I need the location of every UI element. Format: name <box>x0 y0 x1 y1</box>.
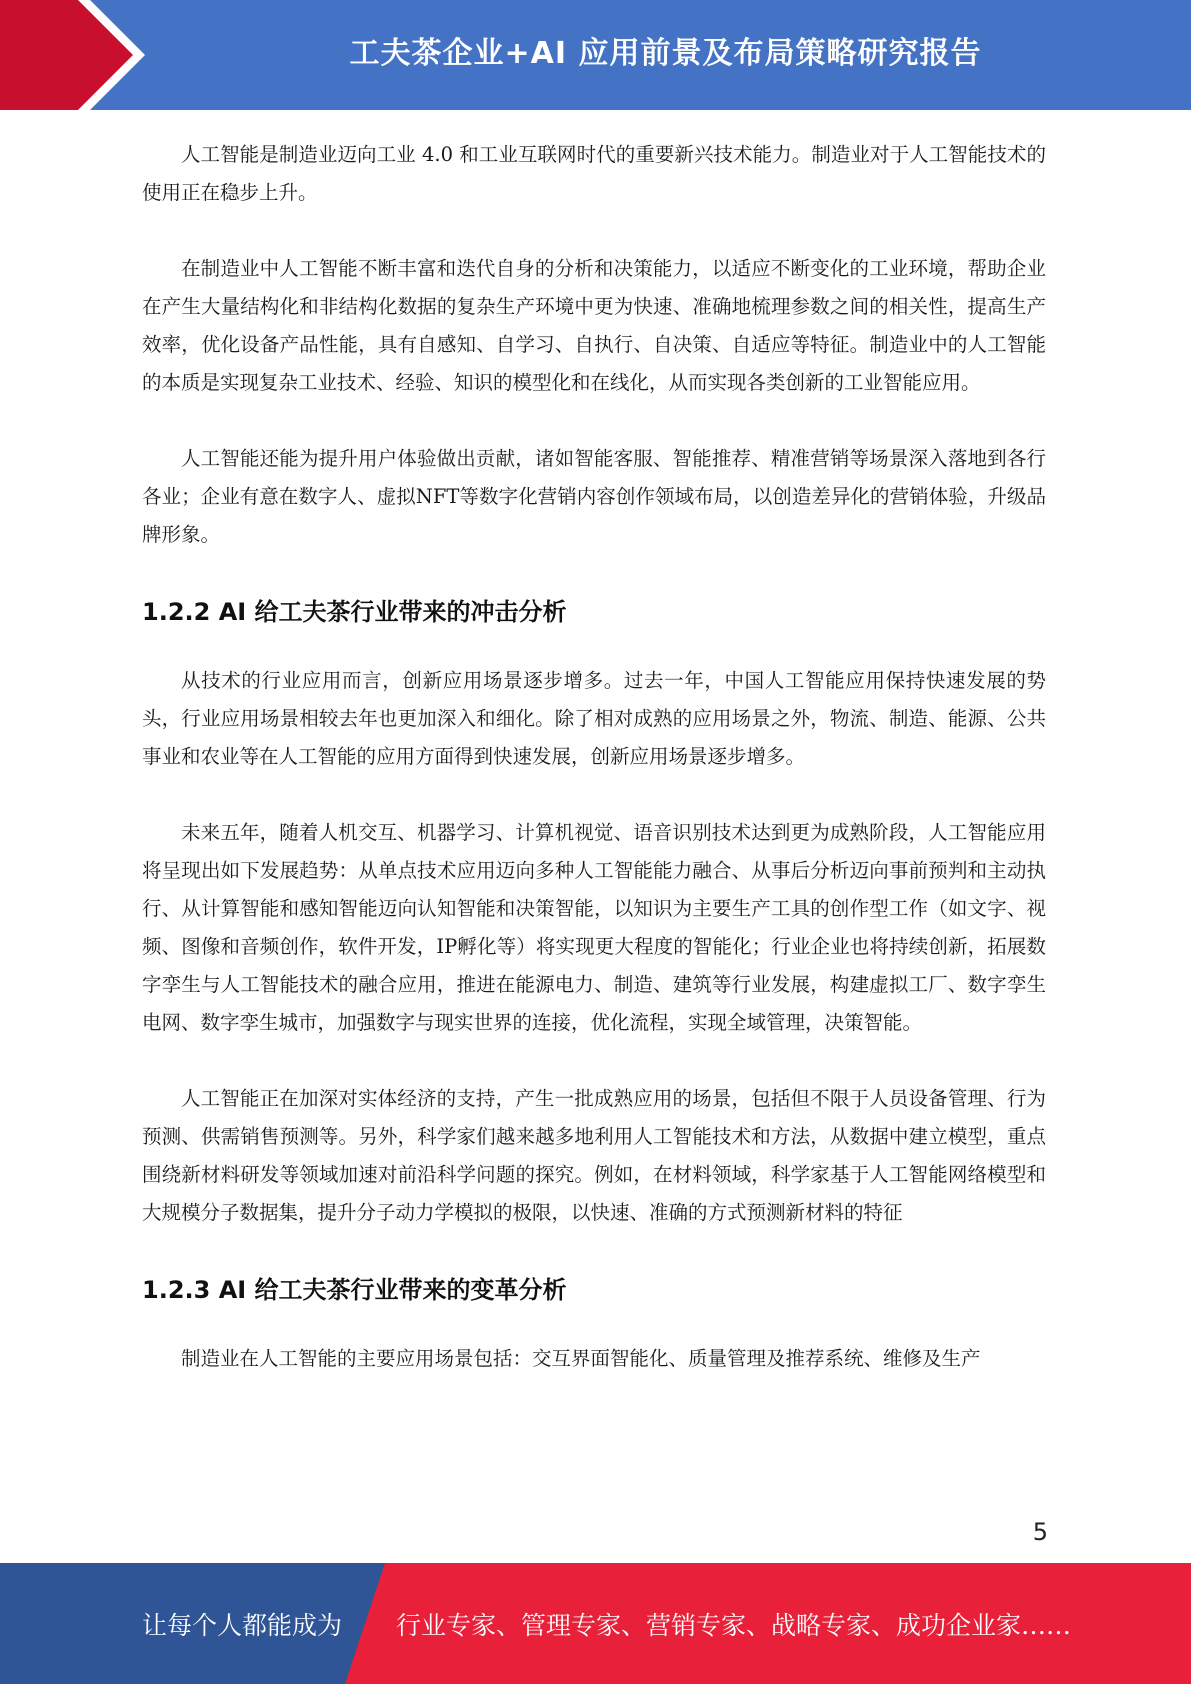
page-footer <box>0 1563 1191 1684</box>
page-number: 5 <box>1032 1518 1048 1546</box>
report-title: 工夫茶企业+AI 应用前景及布局策略研究报告 <box>349 36 982 71</box>
paragraph: 在制造业中人工智能不断丰富和迭代自身的分析和决策能力，以适应不断变化的工业环境，帮助企业在产生大量结构化和非结构化数据的复杂生产环境中更为快速、准确地梳理参数之间的相关性，提高生产效率，优化设备产品性能，具有自感知、自学习、自执行、自决策、自适应等特征。制造业中的人工智能的本质是实现复杂工业技术、经验、知识的模型化和在线化，从而实现各类创新的工业智能应用。 <box>142 257 1046 394</box>
paragraph: 人工智能正在加深对实体经济的支持，产生一批成熟应用的场景，包括但不限于人员设备管理、行为预测、供需销售预测等。另外，科学家们越来越多地利用人工智能技术和方法，从数据中建立模型，重点围绕新材料研发等领域加速对前沿科学问题的探究。例如，在材料领域，科学家基于人工智能网络模型和大规模分子数据集，提升分子动力学模拟的极限，以快速、准确的方式预测新材料的特征 <box>142 1087 1046 1224</box>
document-body <box>142 136 1046 1416</box>
paragraph: 人工智能还能为提升用户体验做出贡献，诸如智能客服、智能推荐、精准营销等场景深入落地到各行各业；企业有意在数字人、虚拟NFT等数字化营销内容创作领域布局，以创造差异化的营销体验，升级品牌形象。 <box>142 447 1046 546</box>
paragraph: 未来五年，随着人机交互、机器学习、计算机视觉、语音识别技术达到更为成熟阶段，人工智能应用将呈现出如下发展趋势：从单点技术应用迈向多种人工智能能力融合、从事后分析迈向事前预判和主动执行、从计算智能和感知智能迈向认知智能和决策智能，以知识为主要生产工具的创作型工作（如文字、视频、图像和音频创作，软件开发，IP孵化等）将实现更大程度的智能化；行业企业也将持续创新，拓展数字孪生与人工智能技术的融合应用，推进在能源电力、制造、建筑等行业发展，构建虚拟工厂、数字孪生电网、数字孪生城市，加强数字与现实世界的连接，优化流程，实现全域管理，决策智能。 <box>142 821 1046 1034</box>
page-header <box>0 0 1191 110</box>
paragraph: 从技术的行业应用而言，创新应用场景逐步增多。过去一年，中国人工智能应用保持快速发展的势头，行业应用场景相较去年也更加深入和细化。除了相对成熟的应用场景之外，物流、制造、能源、公共事业和农业等在人工智能的应用方面得到快速发展，创新应用场景逐步增多。 <box>142 669 1046 768</box>
section-heading: 1.2.3 AI 给工夫茶行业带来的变革分析 <box>142 1276 567 1304</box>
paragraph: 制造业在人工智能的主要应用场景包括：交互界面智能化、质量管理及推荐系统、维修及生产 <box>181 1347 981 1370</box>
section-heading: 1.2.2 AI 给工夫茶行业带来的冲击分析 <box>142 598 567 626</box>
header-arrow-decoration <box>0 0 160 110</box>
footer-slogan-left: 让每个人都能成为 <box>142 1610 343 1640</box>
paragraph: 人工智能是制造业迈向工业 4.0 和工业互联网时代的重要新兴技术能力。制造业对于人工智能技术的使用正在稳步上升。 <box>142 143 1046 204</box>
footer-slogan-right: 行业专家、管理专家、营销专家、战略专家、成功企业家…… <box>396 1610 1072 1640</box>
